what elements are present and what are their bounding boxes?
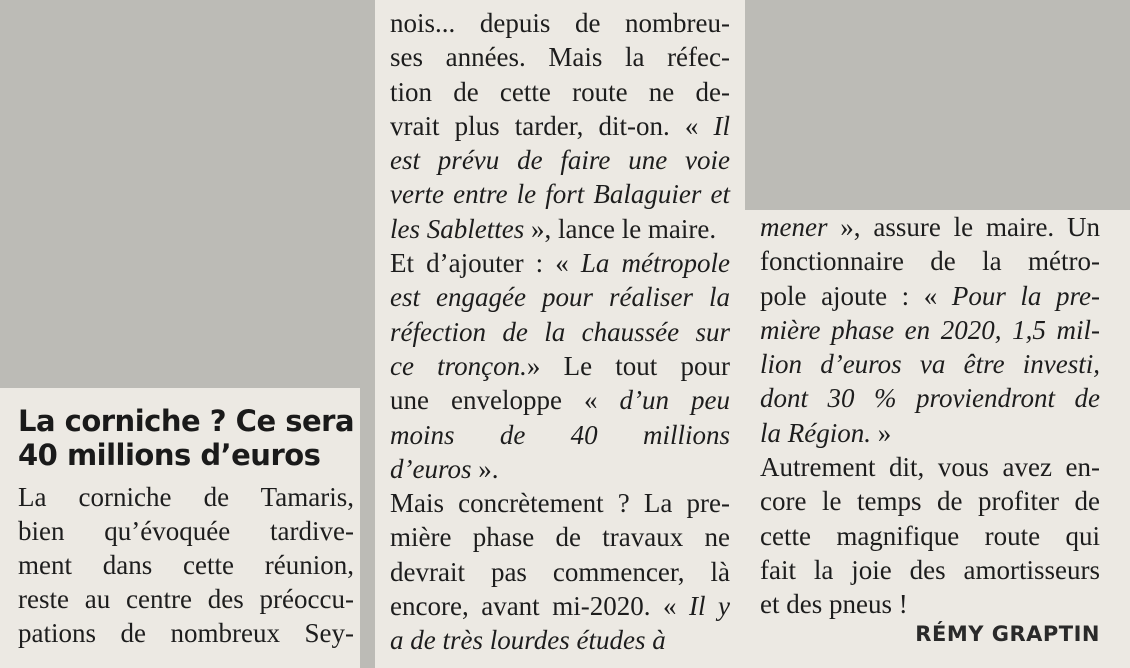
- text-line: reste au centre des préoccu-: [18, 584, 354, 614]
- italic-segment: ce tronçon.: [390, 350, 527, 381]
- text-segment: fait la joie des amortisseurs: [760, 554, 1100, 585]
- italic-segment: la Région.: [760, 417, 871, 448]
- text-line: [390, 315, 730, 349]
- italic-segment: Pour la pre-: [951, 280, 1100, 311]
- text-line: [390, 520, 730, 554]
- italic-segment: dont 30 % proviendront de: [760, 383, 1100, 414]
- italic-segment: moins de 40 millions: [390, 419, 730, 450]
- italic-segment: La métropole: [580, 248, 730, 279]
- italic-segment: mener: [760, 212, 828, 242]
- text-segment: », lance le maire.: [524, 213, 717, 244]
- text-line: [390, 418, 730, 452]
- text-line: [390, 143, 730, 177]
- text-line: [390, 75, 730, 109]
- text-line: [390, 109, 730, 143]
- headline: [18, 404, 354, 473]
- text-segment: » Le tout pour: [526, 350, 730, 381]
- text-line: [760, 279, 1100, 313]
- text-line: [760, 587, 1100, 621]
- text-line: [390, 349, 730, 383]
- text-line: pations de nombreux Sey-: [18, 618, 354, 648]
- italic-segment: est prévu de faire une voie: [390, 145, 730, 176]
- italic-segment: Il y: [689, 591, 730, 622]
- text-segment: devrait pas commencer, là: [390, 556, 730, 587]
- text-line: [760, 450, 1100, 484]
- text-segment: encore, avant mi-2020. «: [390, 591, 689, 622]
- headline-line-2: 40 millions d’euros: [18, 438, 321, 473]
- text-line: [390, 383, 730, 417]
- text-line: [760, 519, 1100, 553]
- text-line: [760, 347, 1100, 381]
- italic-segment: verte entre le fort Balaguier et: [390, 179, 730, 210]
- text-segment: une enveloppe «: [390, 385, 620, 416]
- text-segment: », assure le maire. Un: [827, 212, 1100, 242]
- italic-segment: est engagée pour réaliser la: [390, 282, 730, 313]
- text-line: [390, 246, 730, 280]
- article-column-2: [390, 6, 730, 658]
- author-byline: RÉMY GRAPTIN: [915, 622, 1100, 646]
- italic-segment: d’euros: [390, 453, 472, 484]
- text-segment: ».: [471, 453, 499, 484]
- italic-segment: Il: [713, 110, 730, 141]
- text-line: La corniche de Tamaris,: [18, 482, 354, 512]
- text-line: [390, 6, 730, 40]
- text-line: [760, 313, 1100, 347]
- text-segment: »: [870, 417, 892, 448]
- text-line: [760, 381, 1100, 415]
- text-segment: Mais concrètement ? La pre-: [390, 488, 730, 519]
- text-line: [760, 553, 1100, 587]
- text-line: [760, 244, 1100, 278]
- text-line: ment dans cette réunion,: [18, 550, 354, 580]
- text-line: bien qu’évoquée tardive-: [18, 516, 354, 546]
- headline-line-1: La corniche ? Ce sera: [18, 404, 355, 438]
- text-segment: et des pneus !: [760, 589, 908, 620]
- italic-segment: lion d’euros va être investi,: [760, 349, 1100, 380]
- text-line: [390, 452, 730, 486]
- text-segment: core le temps de profiter de: [760, 486, 1100, 517]
- italic-segment: a de très lourdes études à: [390, 625, 666, 656]
- text-segment: nois... depuis de nombreu-: [390, 8, 730, 38]
- italic-segment: les Sablettes: [390, 213, 525, 244]
- text-line: [390, 212, 730, 246]
- text-line: [390, 623, 730, 657]
- text-segment: ses années. Mais la réfec-: [390, 42, 730, 73]
- text-segment: Autrement dit, vous avez en-: [760, 452, 1100, 483]
- text-line: [390, 555, 730, 589]
- text-segment: fonctionnaire de la métro-: [760, 246, 1100, 277]
- text-segment: Et d’ajouter : «: [390, 248, 581, 279]
- text-segment: vrait plus tarder, dit-on. «: [390, 110, 714, 141]
- text-line: [760, 484, 1100, 518]
- text-segment: pole ajoute : «: [760, 280, 952, 311]
- text-line: [390, 40, 730, 74]
- article-column-1: [18, 480, 354, 650]
- text-line: [390, 280, 730, 314]
- article-column-3: [760, 210, 1100, 622]
- italic-segment: mière phase en 2020, 1,5 mil-: [760, 314, 1100, 345]
- italic-segment: réfection de la chaussée sur: [390, 316, 730, 347]
- text-segment: tion de cette route ne de-: [390, 76, 730, 107]
- text-line: [390, 589, 730, 623]
- text-segment: cette magnifique route qui: [760, 520, 1100, 551]
- text-line: [390, 486, 730, 520]
- text-line: [390, 177, 730, 211]
- italic-segment: d’un peu: [619, 385, 730, 416]
- text-line: [760, 210, 1100, 244]
- text-segment: mière phase de travaux ne: [390, 522, 730, 553]
- text-line: [760, 416, 1100, 450]
